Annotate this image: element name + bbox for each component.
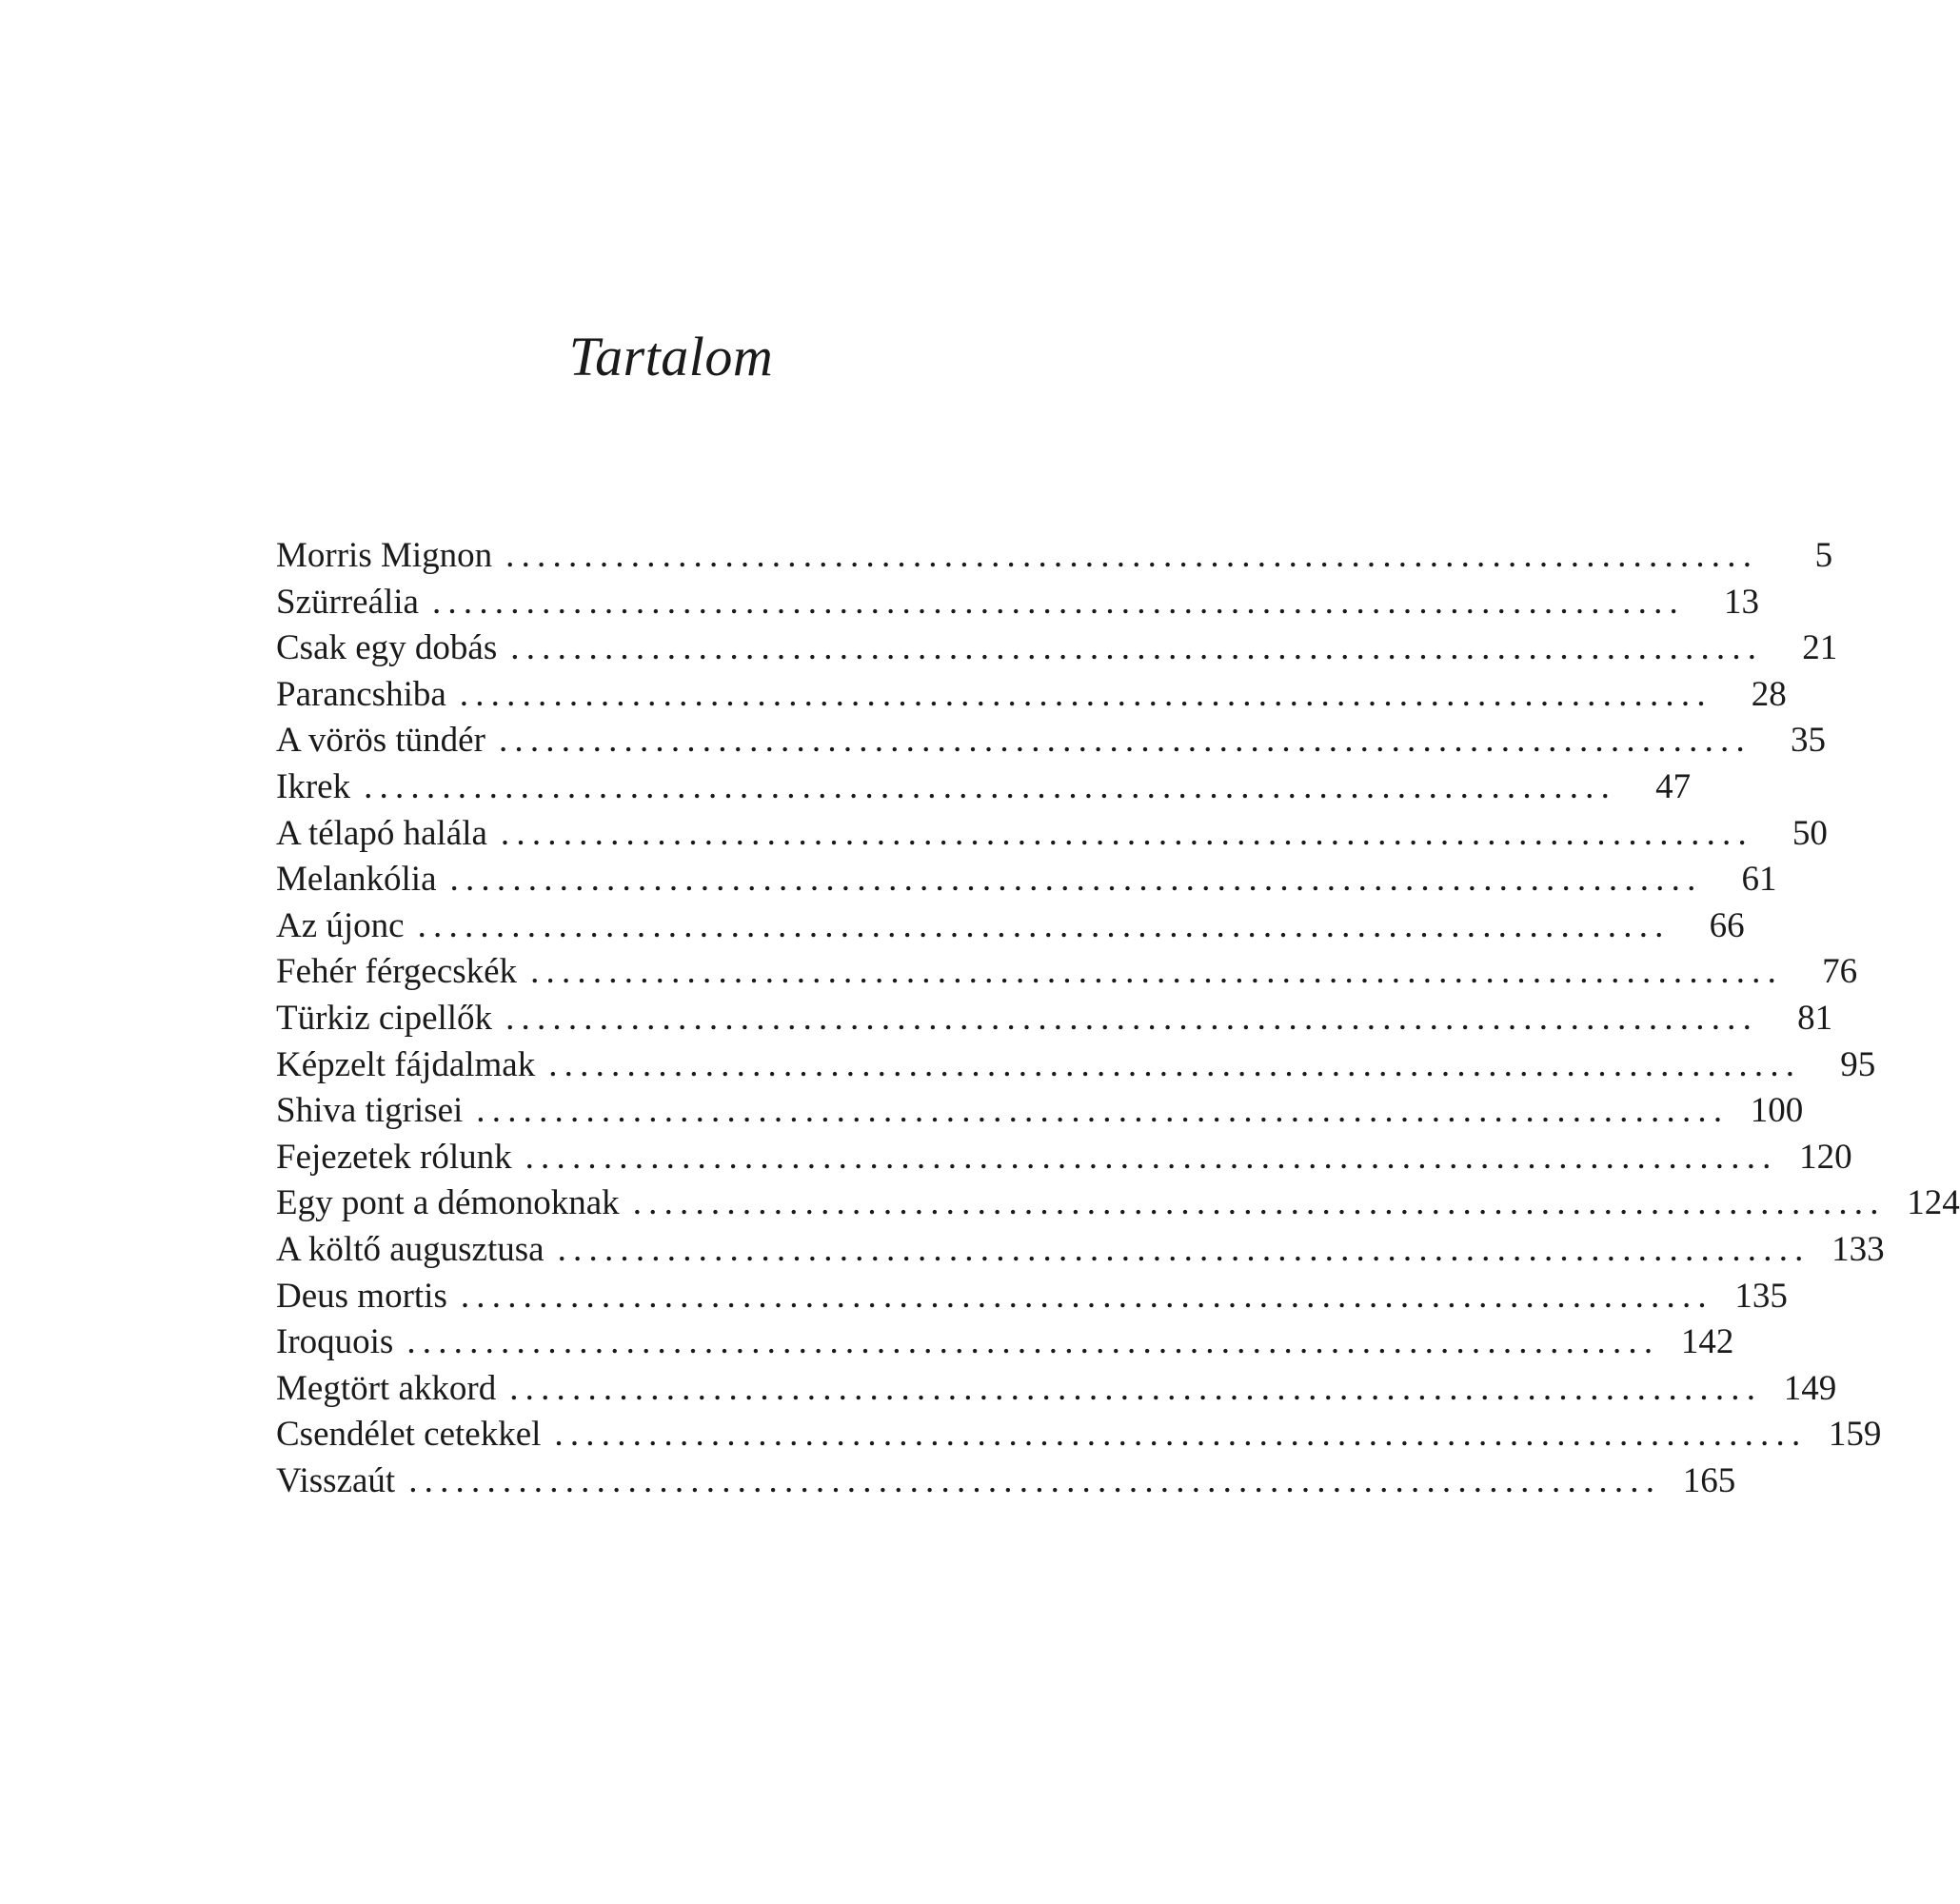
dot-leader: ................................................................................ xyxy=(449,860,1703,900)
toc-entry-page: 120 xyxy=(1799,1137,1852,1177)
toc-entry-title: Shiva tigrisei xyxy=(276,1091,464,1131)
toc-entry xyxy=(276,1227,1885,1274)
toc-entry xyxy=(276,903,1745,950)
toc-entry xyxy=(276,1274,1788,1320)
toc-entry-page: 149 xyxy=(1783,1368,1837,1408)
page-title: Tartalom xyxy=(568,326,774,387)
toc-entry xyxy=(276,811,1828,858)
toc-entry-page: 5 xyxy=(1814,536,1833,575)
toc-entry-title: Képzelt fájdalmak xyxy=(276,1044,536,1084)
dot-leader: ................................................................................ xyxy=(431,582,1685,622)
dot-leader: ................................................................................ xyxy=(498,721,1752,761)
dot-leader: ................................................................................ xyxy=(505,998,1759,1038)
toc-entry-title: Visszaút xyxy=(276,1460,396,1500)
toc-entry-title: Türkiz cipellők xyxy=(276,998,493,1038)
toc-entry-page: 50 xyxy=(1792,813,1828,853)
toc-entry-title: A télapó halála xyxy=(276,813,487,853)
toc-entry-title: A vörös tündér xyxy=(276,721,485,761)
toc-entry-page: 76 xyxy=(1822,952,1858,992)
toc-entry-page: 133 xyxy=(1831,1229,1885,1269)
toc-entry xyxy=(276,857,1777,903)
dot-leader: ................................................................................ xyxy=(554,1415,1808,1455)
dot-leader: ................................................................................ xyxy=(557,1229,1811,1269)
dot-leader: ................................................................................ xyxy=(406,1322,1660,1362)
toc-entry-page: 159 xyxy=(1828,1415,1882,1455)
toc-entry-page: 47 xyxy=(1655,766,1692,806)
toc-entry-page: 135 xyxy=(1734,1276,1788,1316)
toc-entry-title: Ikrek xyxy=(276,766,351,806)
toc-entry xyxy=(276,1042,1876,1089)
toc-entry-title: A költő augusztusa xyxy=(276,1229,544,1269)
toc-entry xyxy=(276,1319,1734,1366)
toc-entry xyxy=(276,533,1833,580)
toc-entry xyxy=(276,1135,1852,1181)
toc-entry xyxy=(276,718,1826,764)
dot-leader: ................................................................................ xyxy=(530,952,1784,992)
toc-entry-page: 95 xyxy=(1840,1044,1876,1084)
toc-entry-title: Deus mortis xyxy=(276,1276,447,1316)
dot-leader: ................................................................................ xyxy=(364,766,1617,806)
toc-entry xyxy=(276,1458,1736,1505)
dot-leader: ................................................................................ xyxy=(476,1091,1730,1131)
toc-entry-page: 142 xyxy=(1680,1322,1734,1362)
toc-entry-page: 35 xyxy=(1790,721,1826,761)
dot-leader: ................................................................................ xyxy=(408,1460,1662,1500)
toc-entry-page: 13 xyxy=(1723,582,1759,622)
toc-entry-title: Megtört akkord xyxy=(276,1368,497,1408)
toc-entry xyxy=(276,672,1787,719)
toc-entry-title: Fehér férgecskék xyxy=(276,952,518,992)
dot-leader: ................................................................................ xyxy=(632,1183,1886,1223)
toc-entry-page: 100 xyxy=(1750,1091,1804,1131)
toc-entry xyxy=(276,1366,1837,1413)
dot-leader: ................................................................................ xyxy=(500,813,1753,853)
toc-entry-title: Fejezetek rólunk xyxy=(276,1137,512,1177)
dot-leader: ................................................................................ xyxy=(417,905,1671,945)
toc-entry xyxy=(276,625,1838,672)
toc-entry-title: Az újonc xyxy=(276,905,405,945)
toc-entry xyxy=(276,949,1858,996)
toc-entry-page: 61 xyxy=(1741,860,1777,900)
toc-entry-page: 28 xyxy=(1751,674,1787,714)
toc-entry xyxy=(276,1412,1882,1458)
toc-entry-title: Morris Mignon xyxy=(276,536,493,575)
toc-entry xyxy=(276,1088,1804,1135)
toc-entry-title: Melankólia xyxy=(276,860,437,900)
dot-leader: ................................................................................ xyxy=(525,1137,1778,1177)
dot-leader: ................................................................................ xyxy=(509,1368,1763,1408)
dot-leader: ................................................................................ xyxy=(510,628,1764,668)
toc-entry-title: Csak egy dobás xyxy=(276,628,498,668)
toc-entry-title: Egy pont a démonoknak xyxy=(276,1183,620,1223)
toc-entry-title: Iroquois xyxy=(276,1322,394,1362)
toc-entry xyxy=(276,764,1692,811)
toc-entry-page: 165 xyxy=(1682,1460,1736,1500)
toc-entry-page: 124 xyxy=(1907,1183,1960,1223)
dot-leader: ................................................................................ xyxy=(460,1276,1713,1316)
dot-leader: ................................................................................ xyxy=(459,674,1713,714)
toc-entry xyxy=(276,1180,1960,1227)
toc-entry-page: 81 xyxy=(1797,998,1833,1038)
toc-entry-title: Szürreália xyxy=(276,582,419,622)
dot-leader: ................................................................................ xyxy=(548,1044,1802,1084)
toc-entry-title: Csendélet cetekkel xyxy=(276,1415,542,1455)
toc-entry xyxy=(276,580,1759,626)
toc-entry-page: 21 xyxy=(1802,628,1838,668)
toc-entry-page: 66 xyxy=(1709,905,1745,945)
toc-entry-title: Parancshiba xyxy=(276,674,446,714)
table-of-contents xyxy=(276,533,1960,1504)
toc-entry xyxy=(276,996,1833,1042)
dot-leader: ................................................................................ xyxy=(505,536,1759,575)
